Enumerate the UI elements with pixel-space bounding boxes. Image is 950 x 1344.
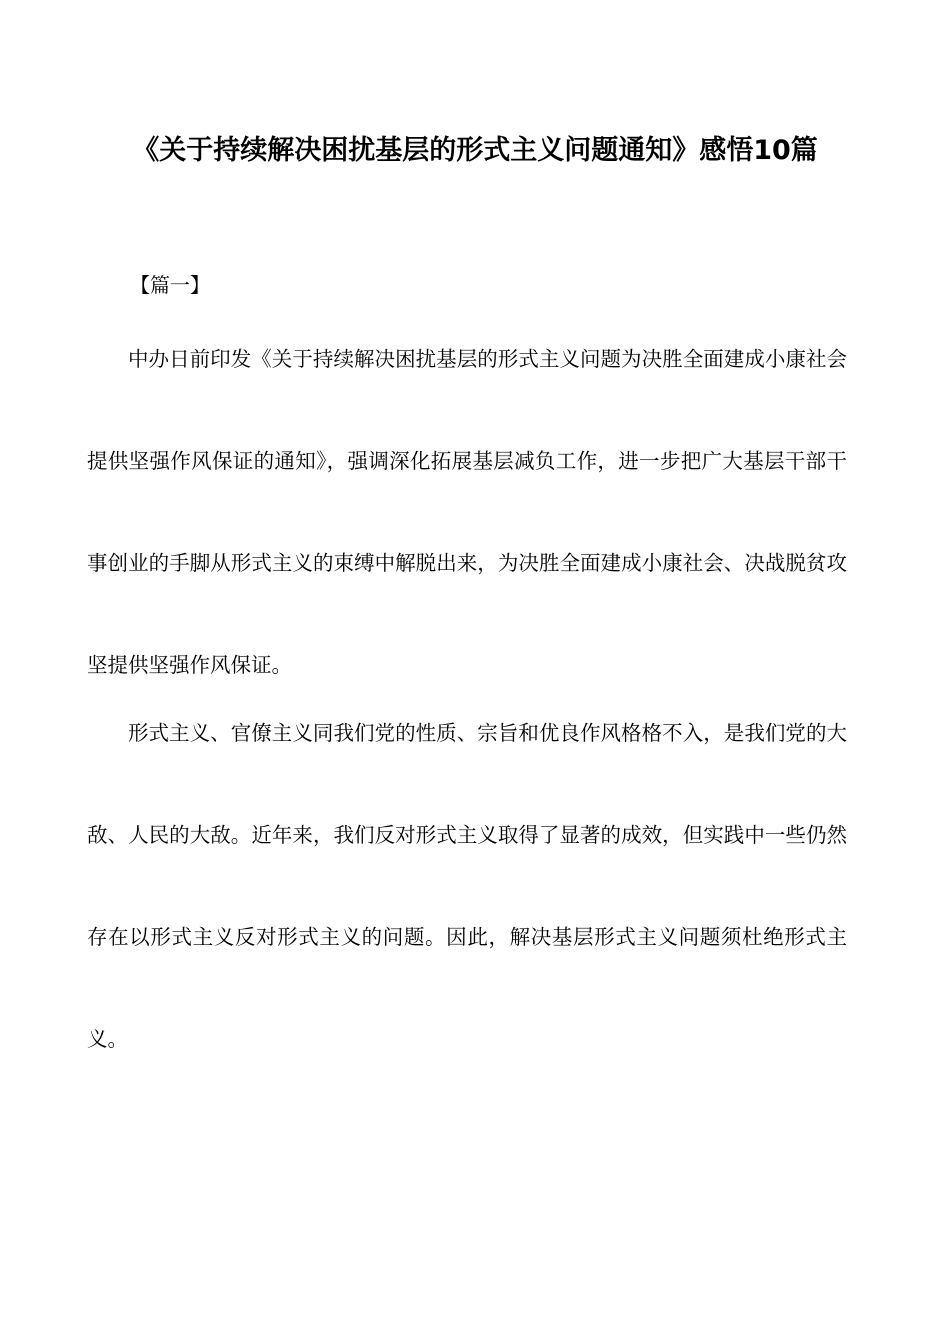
document-title: 《关于持续解决困扰基层的形式主义问题通知》感悟10篇 xyxy=(132,135,818,166)
paragraph-2: 形式主义、官僚主义同我们党的性质、宗旨和优良作风格格不入，是我们党的大敌、人民的大敌。近年来，我们反对形式主义取得了显著的成效，但实践中一些仍然存在以形式主义反对形式主义的问题。因此，解决基层形式主义问题须杜绝形式主义。 xyxy=(87,721,847,1051)
section-heading: 【篇一】 xyxy=(130,273,210,297)
paragraph-1: 中办日前印发《关于持续解决困扰基层的形式主义问题为决胜全面建成小康社会提供坚强作风保证的通知》，强调深化拓展基层减负工作，进一步把广大基层干部干事创业的手脚从形式主义的束缚中解脱出来，为决胜全面建成小康社会、决战脱贫攻坚提供坚强作风保证。 xyxy=(87,347,847,677)
